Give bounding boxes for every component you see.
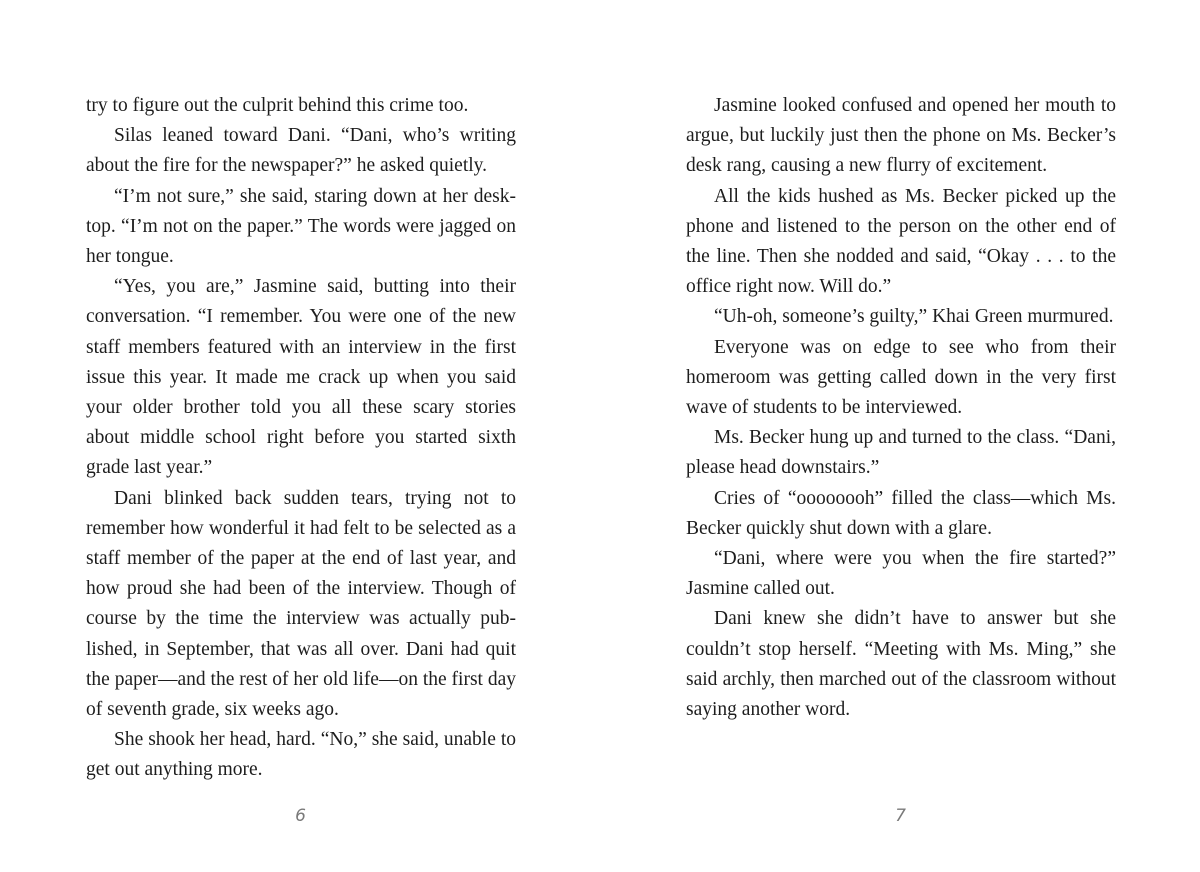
paragraph: Ms. Becker hung up and turned to the class. “Dani, please head downstairs.” (686, 427, 1116, 479)
paragraph: “I’m not sure,” she said, staring down at her desktop. “I’m not on the paper.” The words were jagged on her tongue. (86, 185, 516, 268)
paragraph: Dani blinked back sudden tears, trying not to remember how wonderful it had felt to be selected as a staff member of the paper at the end of last year, and how proud she had been of the interview. Though of course by the time the interview was actually published, in September, that was all over. Dani had quit the paper—and the rest of her old life—on the first day of seventh grade, six weeks ago. (86, 487, 516, 721)
paragraph: All the kids hushed as Ms. Becker picked up the phone and listened to the person on the other end of the line. Then she nodded and said, “Okay . . . to the office right now. Will do.” (686, 185, 1116, 298)
page-number: 7 (895, 806, 907, 826)
paragraph: try to figure out the culprit behind this crime too. (86, 95, 469, 116)
paragraph: Cries of “oooooooh” filled the class—which Ms. Becker quickly shut down with a glare. (686, 487, 1116, 539)
paragraph: Silas leaned toward Dani. “Dani, who’s writing about the fire for the newspaper?” he asked quietly. (86, 125, 516, 177)
right-page-text (686, 91, 1116, 725)
left-page (86, 91, 516, 851)
right-page (686, 91, 1116, 851)
page-number: 6 (295, 806, 307, 826)
paragraph: “Yes, you are,” Jasmine said, butting into their conversation. “I remember. You were one of the new staff members featured with an interview in the first issue this year. It made me crack up when you said your older brother told you all these scary stories about middle school right before you started sixth grade last year.” (86, 276, 516, 479)
left-page-text (86, 91, 516, 786)
paragraph: She shook her head, hard. “No,” she said, unable to get out anything more. (86, 729, 516, 781)
paragraph: Jasmine looked confused and opened her mouth to argue, but luckily just then the phone on Ms. Becker’s desk rang, causing a new flurry of excitement. (686, 95, 1116, 177)
paragraph: Everyone was on edge to see who from their homeroom was getting called down in the very first wave of students to be interviewed. (686, 336, 1116, 419)
paragraph: “Dani, where were you when the fire started?” Jasmine called out. (686, 548, 1116, 600)
paragraph: “Uh-oh, someone’s guilty,” Khai Green murmured. (714, 306, 1114, 328)
paragraph: Dani knew she didn’t have to answer but she couldn’t stop herself. “Meeting with Ms. Ming,” she said archly, then marched out of the classroom without saying another word. (686, 608, 1116, 721)
